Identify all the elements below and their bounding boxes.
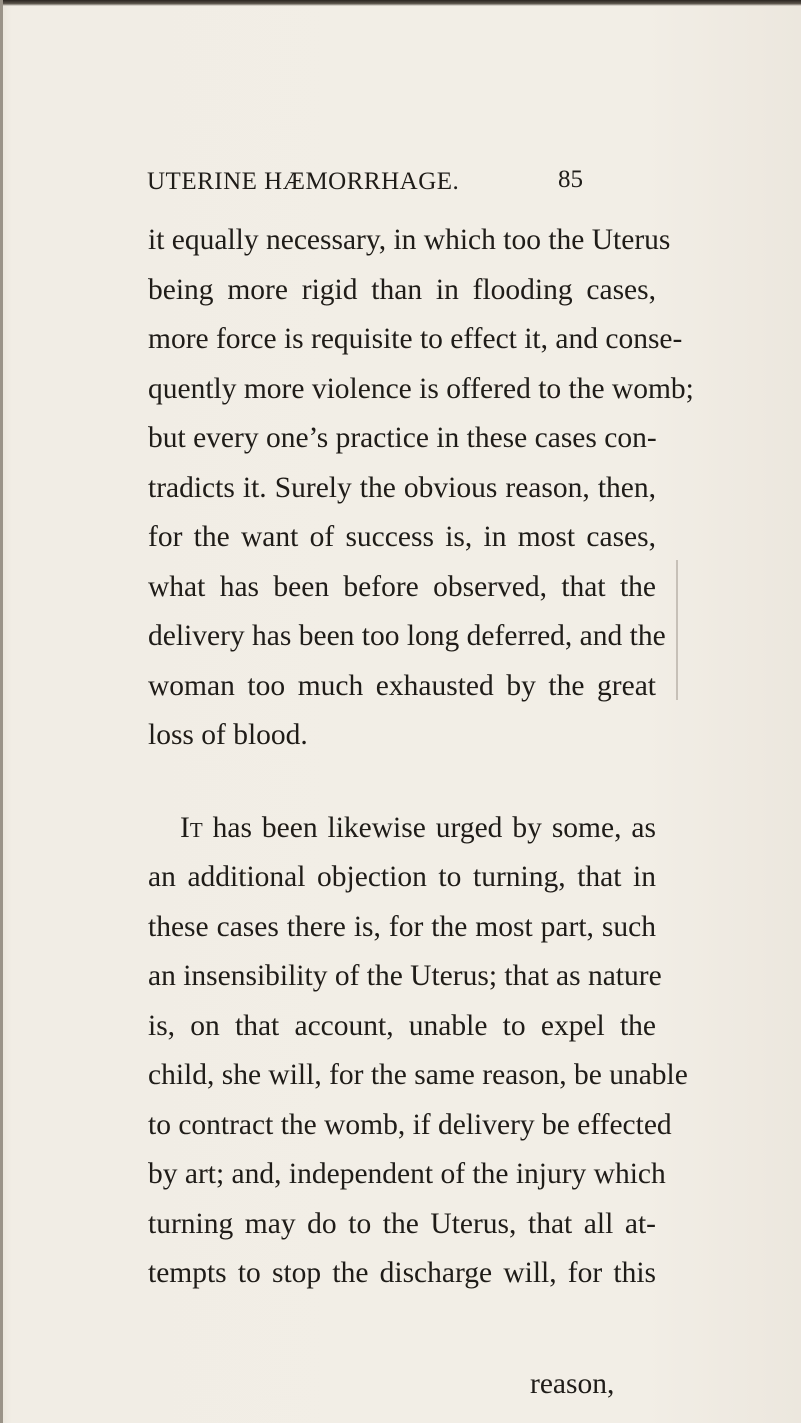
text-line: but every one’s practice in these cases con- (148, 422, 657, 454)
page-top-shadow (0, 0, 801, 6)
text-line: it equally necessary, in which too the Uterus (148, 224, 671, 256)
text-line: these cases there is, for the most part, such (148, 910, 656, 943)
text-line: quently more violence is offered to the womb; (148, 372, 694, 405)
text-line: for the want of success is, in most cases, (148, 521, 656, 553)
text-line: to contract the womb, if delivery be effected (148, 1108, 672, 1141)
text-line: delivery has been too long deferred, and the (148, 620, 666, 652)
paragraph-lead-word: It (180, 811, 203, 844)
page-number: 85 (558, 166, 583, 193)
text-line: child, she will, for the same reason, be unable (148, 1059, 688, 1091)
text-line: turning may do to the Uterus, that all at- (148, 1207, 656, 1240)
body-text (148, 216, 694, 1299)
first-line-rest: has been likewise urged by some, as (202, 811, 656, 844)
paragraph-2 (148, 804, 688, 1299)
text-line: being more rigid than in flooding cases, (148, 273, 656, 306)
text-line: woman too much exhausted by the great (148, 669, 656, 702)
page-header (0, 168, 801, 208)
running-head: UTERINE HÆMORRHAGE. (147, 168, 460, 195)
text-line: more force is requisite to effect it, and conse- (148, 323, 683, 355)
paragraph-1 (148, 216, 694, 761)
text-line: an insensibility of the Uterus; that as nature (148, 960, 662, 992)
text-line: tempts to stop the discharge will, for this (148, 1257, 656, 1289)
text-line: is, on that account, unable to expel the (148, 1009, 656, 1042)
text-line: loss of blood. (148, 719, 308, 751)
text-line: by art; and, independent of the injury which (148, 1158, 666, 1190)
margin-show-through (676, 560, 678, 700)
text-line: what has been before observed, that the (148, 570, 656, 603)
text-line: an additional objection to turning, that in (148, 861, 656, 893)
catchword: reason, (530, 1368, 615, 1400)
text-line-first (148, 804, 656, 854)
paragraph-gap (148, 761, 656, 804)
page-left-edge (0, 0, 3, 1423)
text-line: tradicts it. Surely the obvious reason, then, (148, 471, 656, 504)
